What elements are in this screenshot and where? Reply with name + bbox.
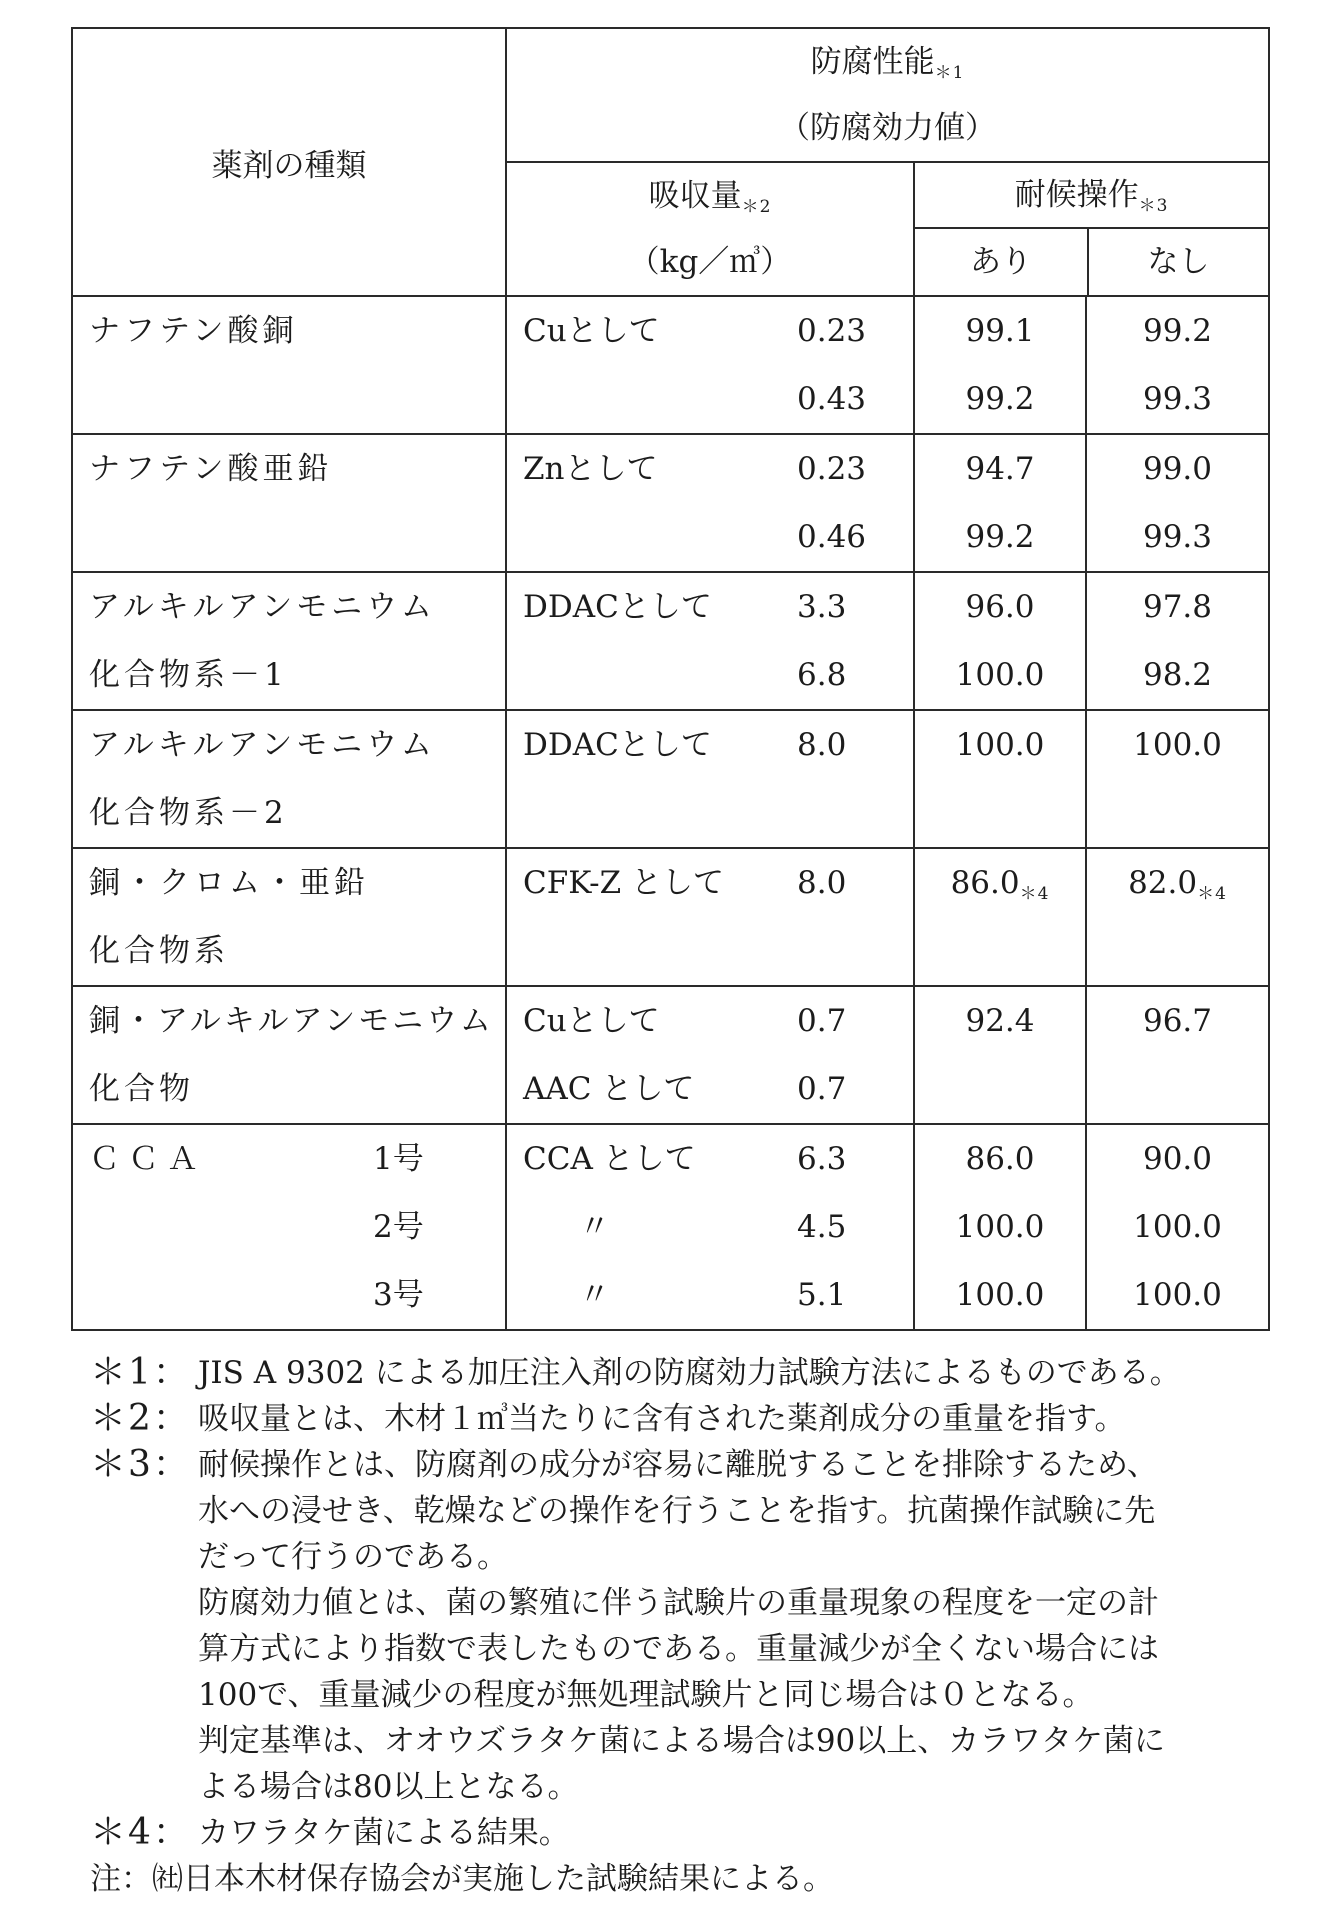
table-cell	[914, 572, 1086, 710]
cell-text	[507, 297, 913, 365]
table-row	[72, 710, 1269, 848]
cell-text	[1087, 917, 1268, 985]
cell-text: CCA として	[523, 1141, 696, 1177]
note-3-line: 判定基準は、オオウズラタケ菌による場合は90以上、カラワタケ菌に	[198, 1723, 1165, 1759]
note-4	[90, 1810, 1300, 1856]
table-cell	[914, 848, 1086, 986]
table-cell	[914, 710, 1086, 848]
table-cell	[506, 434, 914, 572]
header-with: あり	[915, 229, 1089, 295]
cell-text: CFK-Z として	[523, 865, 725, 901]
table-cell	[72, 710, 506, 848]
note-text: カワラタケ菌による結果。	[198, 1815, 570, 1851]
cell-text: Znとして	[523, 451, 658, 487]
cell-text: 99.3	[1142, 381, 1213, 417]
cell-text	[507, 365, 913, 433]
note-3-line: 100で、重量減少の程度が無処理試験片と同じ場合は０となる。	[198, 1677, 1094, 1713]
table-row	[72, 296, 1269, 434]
cell-text	[507, 849, 913, 917]
cell-text	[1087, 779, 1268, 847]
cell-text	[507, 435, 913, 503]
cell-text	[507, 1055, 913, 1123]
note-3	[90, 1442, 1300, 1488]
header-weathering: 耐候操作$_{*3}$ あり なし	[914, 162, 1269, 296]
cell-text: AAC として	[523, 1071, 695, 1107]
cell-text	[507, 641, 913, 709]
table-cell	[72, 1124, 506, 1330]
note-marker: ＊2：	[90, 1398, 191, 1439]
cell-text: 4.5	[797, 1209, 847, 1245]
cell-text	[1087, 1055, 1268, 1123]
cell-text	[507, 1261, 913, 1329]
cell-text: DDACとして	[523, 589, 712, 625]
cell-text: ＣＣＡ	[89, 1141, 206, 1177]
cell-text: 〃	[579, 1277, 610, 1313]
table-row	[72, 434, 1269, 572]
cell-text: ナフテン酸亜鉛	[89, 451, 333, 487]
cell-text: 0.46	[797, 519, 867, 555]
note-text: 吸収量とは、木材１㎥当たりに含有された薬剤成分の重量を指す。	[198, 1401, 1126, 1437]
cell-text: $86.0_{*4}$	[950, 865, 1050, 904]
cell-text: 吸収量	[648, 178, 742, 214]
table-cell	[72, 848, 506, 986]
cell-text: 82.0	[1128, 865, 1198, 901]
header-performance: 防腐性能$_{*1}$ （防腐効力値）	[506, 28, 1269, 162]
table-cell	[506, 710, 914, 848]
note-2	[90, 1396, 1300, 1442]
note-3-line: 防腐効力値とは、菌の繁殖に伴う試験片の重量現象の程度を一定の計	[198, 1585, 1159, 1621]
cell-text: 6.3	[797, 1141, 847, 1177]
note-marker: ＊1：	[90, 1352, 191, 1393]
cell-text: 99.2	[965, 381, 1035, 417]
cell-text: 97.8	[1142, 589, 1213, 625]
footer-note: 注：㈳日本木材保存協会が実施した試験結果による。	[90, 1861, 834, 1897]
cell-text: 94.7	[965, 451, 1035, 487]
cell-text: 100.0	[955, 727, 1045, 763]
cell-text: 86.0	[950, 865, 1020, 901]
header-absorption: 吸収量$_{*2}$ （kg／㎥）	[506, 162, 914, 296]
note-3-line: 水への浸せき、乾燥などの操作を行うことを指す。抗菌操作試験に先	[198, 1493, 1156, 1529]
table-cell	[1086, 1124, 1269, 1330]
cell-text: 耐候操作	[1014, 177, 1139, 213]
table-cell	[72, 572, 506, 710]
cell-text	[507, 987, 913, 1055]
cell-text: 8.0	[797, 727, 847, 763]
cell-text: 100.0	[955, 1209, 1045, 1245]
cell-text: $82.0_{*4}$	[1128, 865, 1227, 904]
cell-text: 化合物系	[89, 933, 229, 969]
note-1	[90, 1350, 1300, 1396]
table-row-cca	[72, 1124, 1269, 1330]
note-3-line: よる場合は80以上となる。	[198, 1769, 579, 1805]
cell-text	[507, 917, 913, 985]
note-3-line: だって行うのである。	[198, 1539, 508, 1575]
cell-text: DDACとして	[523, 727, 712, 763]
table-cell	[914, 1124, 1086, 1330]
cell-text: 0.7	[797, 1003, 847, 1039]
cell-text	[73, 365, 505, 433]
cell-text: 100.0	[1133, 727, 1222, 763]
cell-text: アルキルアンモニウム	[89, 727, 436, 763]
cell-text: 2号	[373, 1209, 424, 1245]
cell-text	[507, 779, 913, 847]
cell-text: 99.0	[1142, 451, 1213, 487]
cell-text: 薬剤の種類	[211, 147, 367, 184]
cell-text	[507, 503, 913, 571]
table-cell	[72, 434, 506, 572]
cell-text: 銅・アルキルアンモニウム	[89, 1003, 494, 1039]
cell-text	[507, 1125, 913, 1193]
cell-text: 5.1	[797, 1277, 847, 1313]
table-cell	[506, 1124, 914, 1330]
cell-text: 100.0	[955, 657, 1045, 693]
cell-text	[73, 503, 505, 571]
cell-text: 0.23	[797, 451, 867, 487]
table-cell	[1086, 572, 1269, 710]
table-cell	[506, 986, 914, 1124]
cell-text: 100.0	[955, 1277, 1045, 1313]
cell-text: 86.0	[965, 1141, 1035, 1177]
table-cell	[914, 434, 1086, 572]
table-row	[72, 986, 1269, 1124]
cell-text: 8.0	[797, 865, 847, 901]
cell-text: 99.2	[1142, 313, 1213, 349]
note-marker: ＊3：	[90, 1444, 191, 1485]
table-cell	[72, 986, 506, 1124]
table-cell	[506, 296, 914, 434]
cell-text: 92.4	[965, 1003, 1035, 1039]
cell-text	[73, 1125, 505, 1193]
cell-text: 100.0	[1133, 1277, 1222, 1313]
table-cell	[1086, 296, 1269, 434]
cell-text: 0.7	[797, 1071, 847, 1107]
note-marker: ＊4：	[90, 1812, 191, 1853]
cell-text	[915, 917, 1085, 985]
cell-text: 96.0	[965, 589, 1035, 625]
cell-text: 3号	[373, 1277, 424, 1313]
table-cell	[1086, 434, 1269, 572]
table-cell	[506, 848, 914, 986]
cell-text	[73, 1193, 505, 1261]
cell-text: 1号	[373, 1141, 424, 1177]
table-cell	[72, 296, 506, 434]
cell-text: アルキルアンモニウム	[89, 589, 436, 625]
cell-text: 化合物系－2	[89, 795, 288, 831]
cell-text: 〃	[579, 1209, 610, 1245]
cell-text: 100.0	[1133, 1209, 1222, 1245]
performance-table	[71, 27, 1270, 1331]
cell-text: 3.3	[797, 589, 847, 625]
table-cell	[914, 296, 1086, 434]
cell-text: 96.7	[1142, 1003, 1213, 1039]
table-cell	[1086, 848, 1269, 986]
header-type	[72, 28, 506, 296]
table-row	[72, 572, 1269, 710]
table-cell	[914, 986, 1086, 1124]
cell-text: Cuとして	[523, 1003, 660, 1039]
cell-text: 99.1	[965, 313, 1035, 349]
cell-text: 銅・クロム・亜鉛	[89, 865, 369, 901]
note-text: JIS A 9302 による加圧注入剤の防腐効力試験方法によるものである。	[198, 1355, 1181, 1391]
table-row	[72, 848, 1269, 986]
table-cell	[1086, 710, 1269, 848]
cell-text	[507, 1193, 913, 1261]
cell-text: 防腐性能	[810, 44, 935, 80]
note-3-line: 算方式により指数で表したものである。重量減少が全くない場合には	[198, 1631, 1159, 1667]
cell-text: ナフテン酸銅	[89, 313, 298, 349]
cell-text	[507, 573, 913, 641]
note-text: 耐候操作とは、防腐剤の成分が容易に離脱することを排除するため、	[198, 1447, 1158, 1483]
cell-text: 90.0	[1142, 1141, 1213, 1177]
cell-text	[915, 779, 1085, 847]
cell-text: 0.43	[797, 381, 867, 417]
header-without: なし	[1147, 244, 1210, 280]
cell-text: 99.3	[1142, 519, 1213, 555]
table-cell	[1086, 986, 1269, 1124]
cell-text	[507, 711, 913, 779]
footnotes	[90, 1350, 1300, 1902]
cell-text: 化合物	[89, 1071, 194, 1107]
table-cell	[506, 572, 914, 710]
cell-text: 化合物系－1	[89, 657, 288, 693]
cell-text	[915, 1055, 1085, 1123]
cell-text	[73, 1261, 505, 1329]
cell-text: 0.23	[797, 313, 867, 349]
cell-text: 98.2	[1142, 657, 1213, 693]
cell-text: 6.8	[797, 657, 847, 693]
cell-text: 99.2	[965, 519, 1035, 555]
cell-text: Cuとして	[523, 313, 660, 349]
